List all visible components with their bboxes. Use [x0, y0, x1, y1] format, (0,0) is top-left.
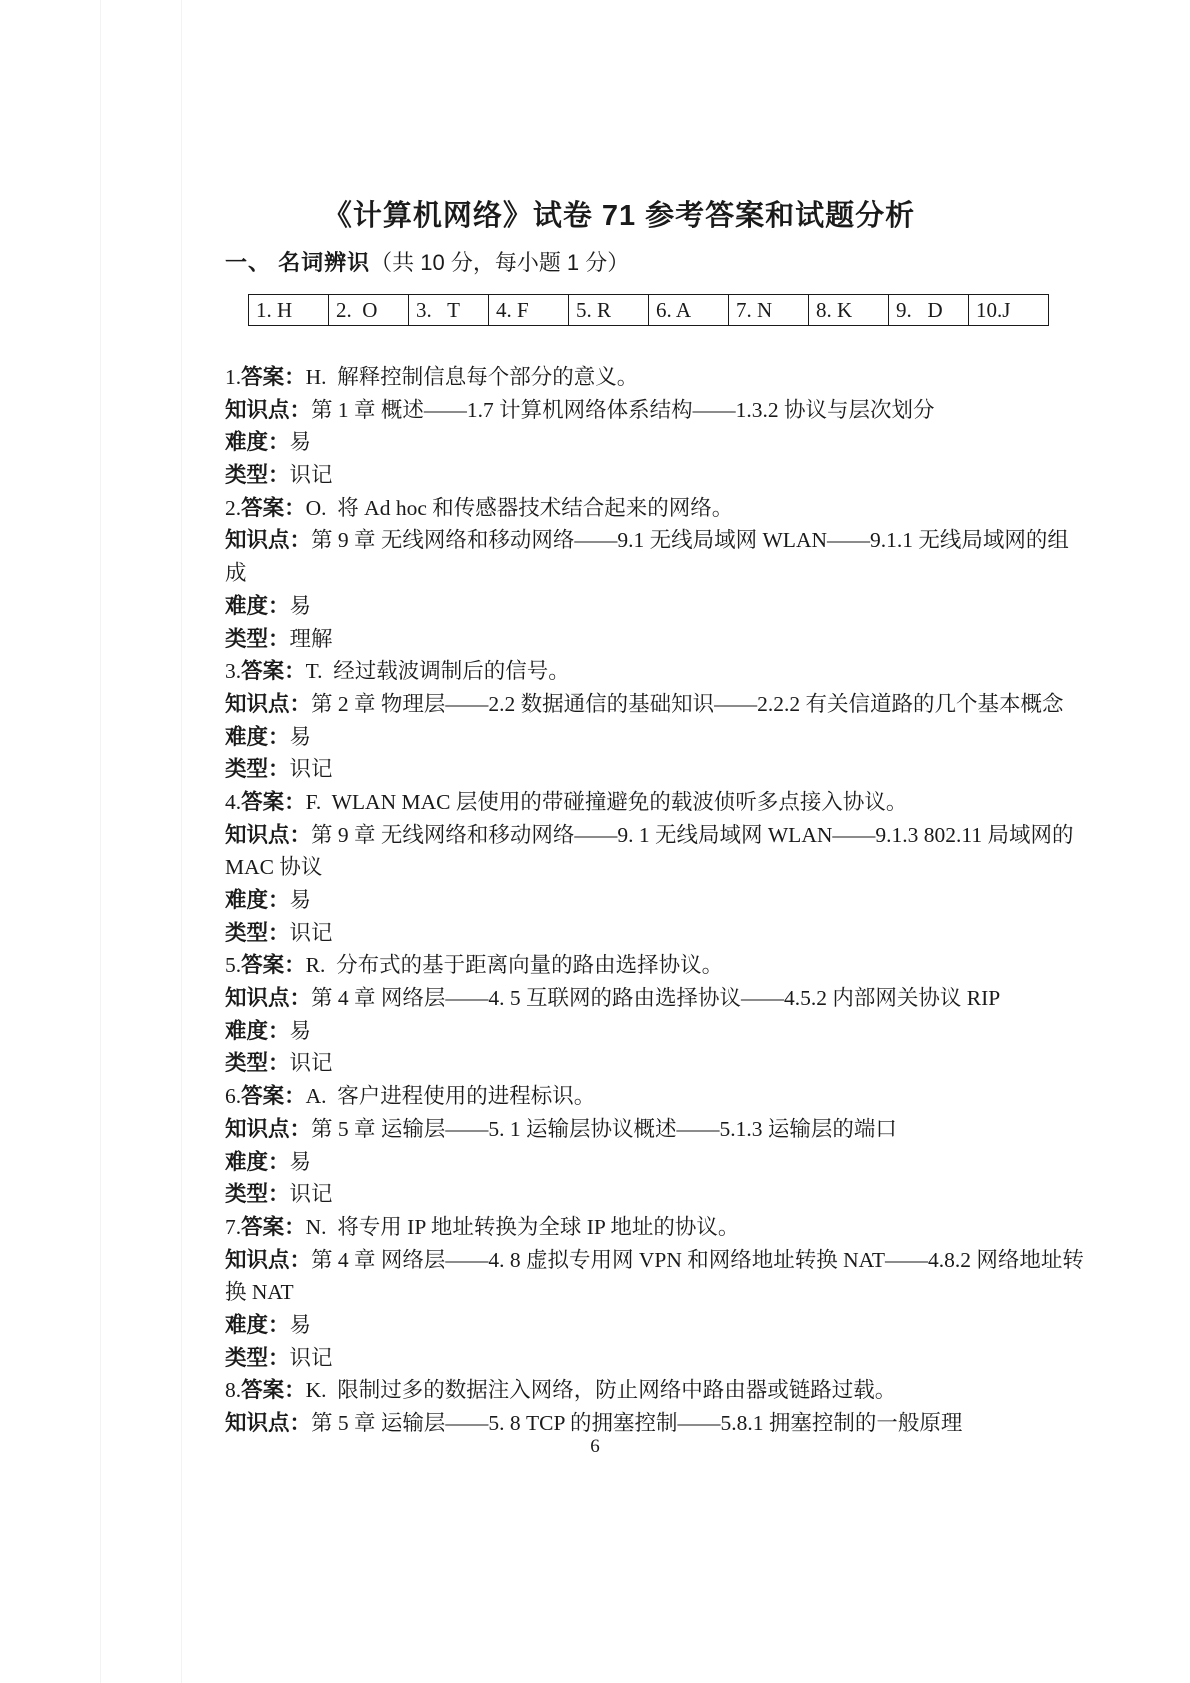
question-number: 5. — [225, 953, 242, 978]
field-text: 易 — [289, 430, 312, 455]
field-text: 易 — [289, 724, 312, 749]
field-text: 第 4 章 网络层——4. 8 虚拟专用网 VPN 和网络地址转换 NAT——4.8.2 网络地址转 — [311, 1247, 1084, 1272]
answer-cell: 4. F — [489, 295, 569, 326]
knowledge-point-line — [225, 1113, 985, 1146]
answer-line — [225, 655, 985, 688]
knowledge-point-line — [225, 982, 1001, 1015]
answer-table — [248, 294, 1049, 326]
field-label: 类型： — [225, 1345, 290, 1370]
field-text: 第 9 章 无线网络和移动网络——9.1 无线局域网 WLAN——9.1.1 无线局域网的组 — [311, 528, 1069, 553]
answer-line — [225, 949, 985, 982]
field-label: 知识点： — [225, 1116, 312, 1141]
knowledge-point-line — [225, 1407, 985, 1440]
field-text: A. 客户进程使用的进程标识。 — [305, 1084, 596, 1109]
field-label: 难度： — [225, 1312, 290, 1337]
field-text: 理解 — [289, 626, 333, 651]
field-label: 知识点： — [225, 1247, 312, 1272]
field-text: 识记 — [289, 920, 333, 945]
field-label: 类型： — [225, 626, 290, 651]
difficulty-line — [225, 1146, 985, 1179]
field-text: 识记 — [289, 757, 333, 782]
type-line — [225, 1178, 985, 1211]
answer-cell: 6. A — [649, 295, 729, 326]
type-line — [225, 623, 985, 656]
field-label: 难度： — [225, 1018, 290, 1043]
continuation-line — [225, 1276, 985, 1309]
answer-line — [225, 1211, 985, 1244]
field-label: 答案： — [241, 789, 306, 814]
question-number: 8. — [225, 1378, 242, 1403]
answer-line — [225, 1374, 985, 1407]
field-label: 答案： — [241, 495, 306, 520]
difficulty-line — [225, 884, 985, 917]
section-heading-note: （共 10 分，每小题 1 分） — [370, 250, 630, 275]
field-text: 识记 — [289, 1051, 333, 1076]
type-line — [225, 1047, 985, 1080]
type-line — [225, 1342, 985, 1375]
knowledge-point-line — [225, 819, 1074, 852]
section-heading-label: 一、 名词辨识 — [225, 250, 371, 275]
field-label: 类型： — [225, 920, 290, 945]
answer-line — [225, 786, 985, 819]
field-label: 答案： — [241, 953, 306, 978]
field-text: 易 — [289, 593, 312, 618]
field-label: 答案： — [241, 1378, 306, 1403]
field-label: 知识点： — [225, 691, 312, 716]
answer-line — [225, 1080, 985, 1113]
scan-artifact-line — [181, 0, 182, 1683]
field-label: 类型： — [225, 463, 290, 488]
field-text: MAC 协议 — [225, 855, 323, 880]
continuation-line — [225, 557, 985, 590]
field-text: 识记 — [289, 1345, 333, 1370]
field-label: 难度： — [225, 1149, 290, 1174]
type-line — [225, 459, 985, 492]
field-label: 知识点： — [225, 397, 312, 422]
difficulty-line — [225, 1015, 985, 1048]
question-number: 6. — [225, 1084, 242, 1109]
field-label: 答案： — [241, 1084, 306, 1109]
answer-cell: 9. D — [889, 295, 969, 326]
field-text: K. 限制过多的数据注入网络，防止网络中路由器或链路过载。 — [305, 1378, 897, 1403]
knowledge-point-line — [225, 688, 1064, 721]
field-label: 类型： — [225, 757, 290, 782]
field-label: 难度： — [225, 724, 290, 749]
field-text: 成 — [225, 561, 247, 586]
field-label: 知识点： — [225, 986, 312, 1011]
page-title: 《计算机网络》试卷 71 参考答案和试题分析 — [322, 200, 916, 232]
field-text: 换 NAT — [225, 1280, 294, 1305]
answer-analysis — [225, 361, 1084, 1440]
question-number: 7. — [225, 1214, 242, 1239]
answer-cell: 5. R — [569, 295, 649, 326]
field-text: T. 经过载波调制后的信号。 — [305, 659, 570, 684]
field-text: 易 — [289, 1312, 312, 1337]
field-label: 知识点： — [225, 528, 312, 553]
field-text: 第 2 章 物理层——2.2 数据通信的基础知识——2.2.2 有关信道路的几个基本概念 — [311, 691, 1064, 716]
question-number: 3. — [225, 659, 242, 684]
question-number: 4. — [225, 789, 242, 814]
field-label: 难度： — [225, 593, 290, 618]
field-text: 识记 — [289, 463, 333, 488]
field-text: O. 将 Ad hoc 和传感器技术结合起来的网络。 — [305, 495, 734, 520]
difficulty-line — [225, 426, 985, 459]
knowledge-point-line — [225, 394, 985, 427]
page-number: 6 — [590, 1436, 600, 1457]
field-label: 难度： — [225, 888, 290, 912]
answer-cell: 10.J — [969, 295, 1049, 326]
field-label: 类型： — [225, 1051, 290, 1076]
section-heading — [225, 246, 629, 277]
answer-table-row — [249, 295, 1049, 326]
field-text: H. 解释控制信息每个部分的意义。 — [305, 365, 639, 389]
field-label: 知识点： — [225, 1411, 312, 1435]
field-text: F. WLAN MAC 层使用的带碰撞避免的载波侦听多点接入协议。 — [305, 789, 908, 814]
field-label: 难度： — [225, 430, 290, 455]
answer-cell: 1. H — [249, 295, 329, 326]
answer-cell: 2. O — [329, 295, 409, 326]
difficulty-line — [225, 721, 985, 754]
answer-cell: 3. T — [409, 295, 489, 326]
field-label: 答案： — [241, 365, 306, 389]
field-label: 答案： — [241, 659, 306, 684]
field-text: R. 分布式的基于距离向量的路由选择协议。 — [305, 953, 724, 978]
field-text: 识记 — [289, 1182, 333, 1207]
answer-cell: 8. K — [809, 295, 889, 326]
scan-artifact-line — [100, 0, 101, 1683]
field-text: 第 9 章 无线网络和移动网络——9. 1 无线局域网 WLAN——9.1.3 802.11 局域网的 — [311, 822, 1074, 847]
knowledge-point-line — [225, 524, 1069, 557]
question-number: 1. — [225, 365, 242, 389]
field-text: 第 5 章 运输层——5. 8 TCP 的拥塞控制——5.8.1 拥塞控制的一般原理 — [311, 1411, 963, 1435]
field-label: 知识点： — [225, 822, 312, 847]
field-label: 答案： — [241, 1214, 306, 1239]
field-text: 易 — [289, 1149, 312, 1174]
continuation-line — [225, 851, 985, 884]
field-label: 类型： — [225, 1182, 290, 1207]
type-line — [225, 917, 985, 950]
answer-line — [225, 492, 985, 525]
field-text: 易 — [289, 888, 312, 912]
field-text: 第 5 章 运输层——5. 1 运输层协议概述——5.1.3 运输层的端口 — [311, 1116, 897, 1141]
field-text: 第 4 章 网络层——4. 5 互联网的路由选择协议——4.5.2 内部网关协议 RIP — [311, 986, 1001, 1011]
question-number: 2. — [225, 495, 242, 520]
field-text: N. 将专用 IP 地址转换为全球 IP 地址的协议。 — [305, 1214, 740, 1239]
field-text: 第 1 章 概述——1.7 计算机网络体系结构——1.3.2 协议与层次划分 — [311, 397, 935, 422]
field-text: 易 — [289, 1018, 312, 1043]
knowledge-point-line — [225, 1244, 1084, 1277]
answer-line — [225, 361, 985, 394]
difficulty-line — [225, 1309, 985, 1342]
type-line — [225, 753, 985, 786]
answer-cell: 7. N — [729, 295, 809, 326]
difficulty-line — [225, 590, 985, 623]
